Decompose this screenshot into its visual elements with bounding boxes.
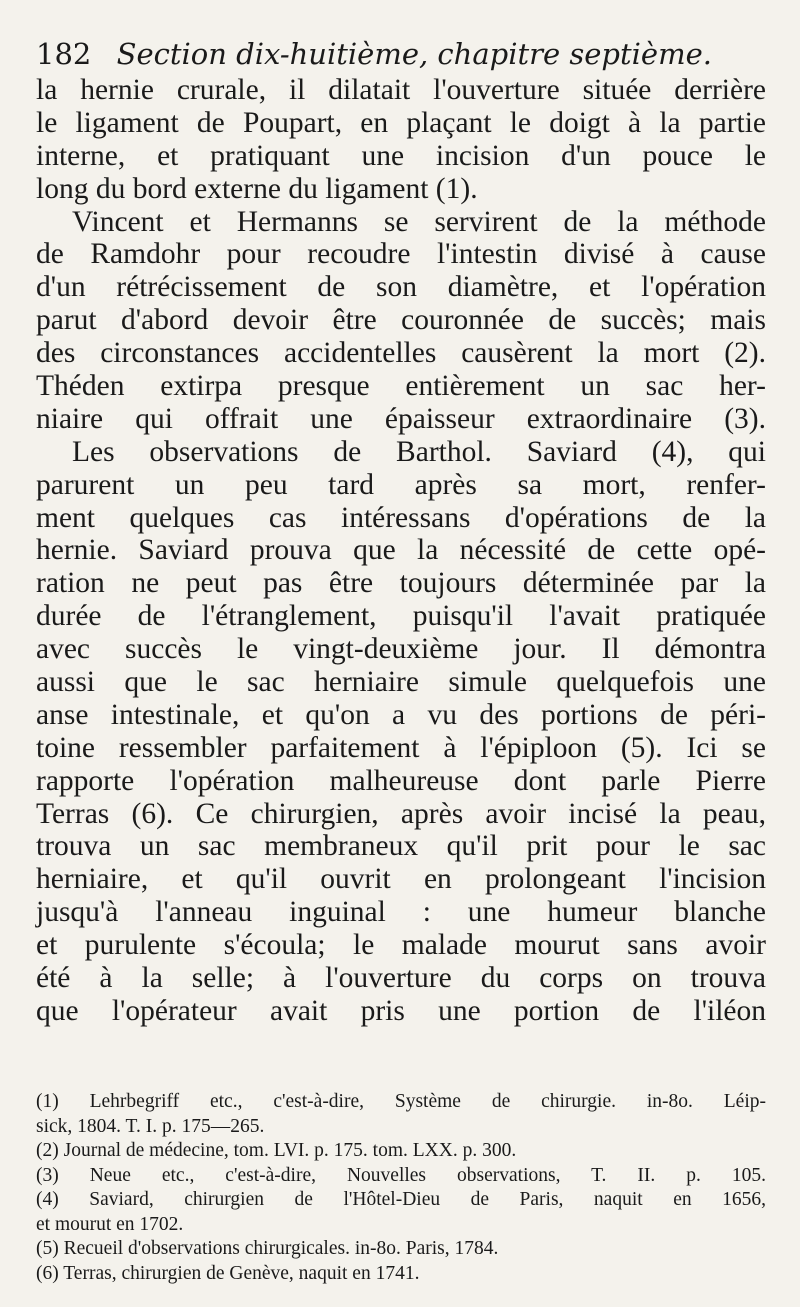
running-title: Section dix-huitième, chapitre septième. — [116, 37, 712, 71]
footnote-2: (2) Journal de médecine, tom. LVI. p. 175. tom. LXX. p. 300. — [36, 1140, 517, 1161]
footnote-5: (5) Recueil d'observations chirurgicales. in-8o. Paris, 1784. — [36, 1238, 499, 1259]
text-line: d'un rétrécissement de son diamètre, et l'opération — [36, 271, 766, 304]
text-line: toine ressembler parfaitement à l'épiploon (5). Ici se — [36, 731, 766, 764]
text-line: interne, et pratiquant une incision d'un pouce le — [36, 139, 766, 172]
text-line: parurent un peu tard après sa mort, renfer- — [36, 468, 766, 501]
text-line: ment quelques cas intéressans d'opérations de la — [36, 501, 766, 534]
footnote-3: (3) Neue etc., c'est-à-dire, Nouvelles observations, T. II. p. 105. — [36, 1164, 766, 1186]
footnote-1: (1) Lehrbegriff etc., c'est-à-dire, Système de chirurgie. in-8o. Léip- — [36, 1091, 766, 1112]
text-line: long du bord externe du ligament (1). — [36, 172, 478, 205]
footnote-4: (4) Saviard, chirurgien de l'Hôtel-Dieu de Paris, naquit en 1656, — [36, 1189, 766, 1210]
footnotes — [36, 1090, 766, 1286]
text-line: et purulente s'écoula; le malade mourut sans avoir — [36, 929, 766, 962]
running-header — [36, 34, 766, 74]
footnote-6: (6) Terras, chirurgien de Genève, naquit en 1741. — [36, 1262, 420, 1284]
page-number: 182 — [36, 37, 92, 71]
text-line: été à la selle; à l'ouverture du corps on trouva — [36, 962, 766, 995]
text-line: jusqu'à l'anneau inguinal : une humeur blanche — [36, 896, 766, 929]
text-line: Terras (6). Ce chirurgien, après avoir incisé la peau, — [36, 797, 766, 830]
text-line: des circonstances accidentelles causèrent la mort (2). — [36, 337, 766, 370]
text-line: aussi que le sac herniaire simule quelquefois une — [36, 666, 766, 699]
text-line: ration ne peut pas être toujours déterminée par la — [36, 567, 766, 600]
text-line: le ligament de Poupart, en plaçant le doigt à la partie — [36, 106, 766, 139]
footnote-4-continued: et mourut en 1702. — [36, 1213, 184, 1235]
text-line: Théden extirpa presque entièrement un sac her- — [36, 370, 766, 403]
text-line: herniaire, et qu'il ouvrit en prolongeant l'incision — [36, 863, 766, 896]
text-line: durée de l'étranglement, puisqu'il l'avait pratiquée — [36, 600, 766, 633]
footnote-1-continued: sick, 1804. T. I. p. 175—265. — [36, 1115, 265, 1137]
text-line: que l'opérateur avait pris une portion de l'iléon — [36, 994, 766, 1027]
text-line: Vincent et Hermanns se servirent de la méthode — [72, 205, 766, 238]
text-line: avec succès le vingt-deuxième jour. Il démontra — [36, 633, 766, 666]
text-line: anse intestinale, et qu'on a vu des portions de péri- — [36, 698, 766, 731]
text-line: rapporte l'opération malheureuse dont parle Pierre — [36, 764, 766, 797]
text-line: hernie. Saviard prouva que la nécessité de cette opé- — [36, 534, 766, 567]
text-line: la hernie crurale, il dilatait l'ouverture située derrière — [36, 74, 766, 106]
text-line: parut d'abord devoir être couronnée de succès; mais — [36, 304, 766, 337]
text-line: niaire qui offrait une épaisseur extraordinaire (3). — [36, 402, 766, 435]
text-line: de Ramdohr pour recoudre l'intestin divisé à cause — [36, 238, 766, 271]
text-line: trouva un sac membraneux qu'il prit pour le sac — [36, 830, 766, 863]
body-text — [36, 74, 766, 1028]
text-line: Les observations de Barthol. Saviard (4), qui — [72, 435, 766, 468]
